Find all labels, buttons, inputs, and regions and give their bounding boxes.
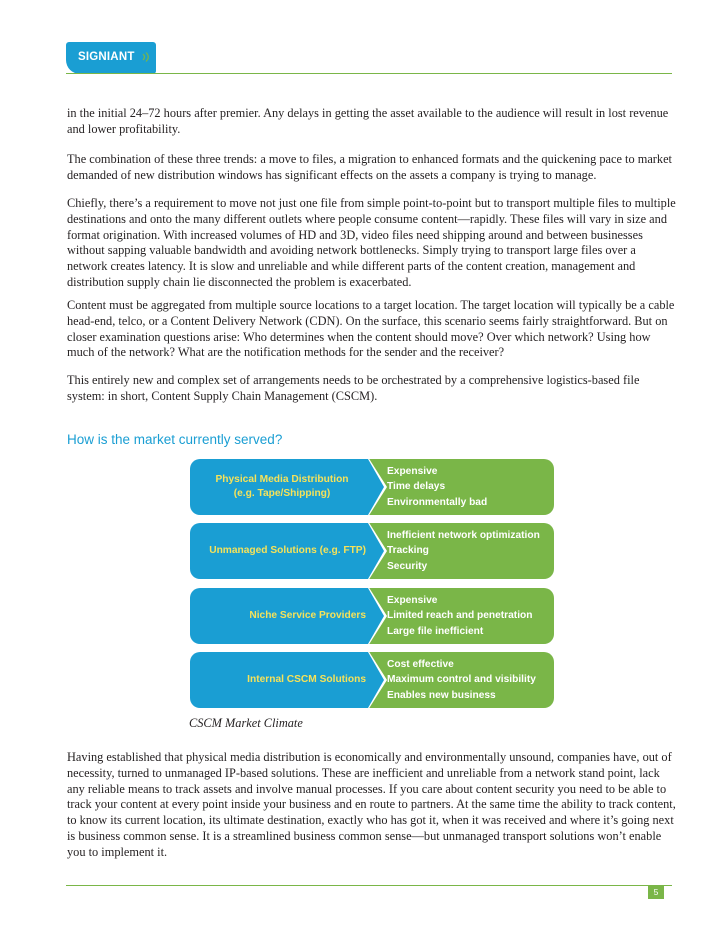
closing-paragraph: Having established that physical media distribution is economically and environmentally unsound, companies have, out of necessity, turned to unmanaged IP-based solutions. These are inefficient and unreliable from a network stand point, lack any reliable means to track assets and involve manual processes. If you care about content security you need to be able to track your content at every point inside your business and en route to partners. At the same time the ability to track content, to know its current location, its ultimate destination, exactly who has got it, when it was received and where it’s going next is business common sense. It is a streamlined business common sense—but unmanaged transport solutions won’t enable you to implement it. [67,750,676,859]
diagram-row-niche [190,588,554,644]
row-point: Inefficient network optimization [387,529,540,541]
diagram-row-physical-media [190,459,554,515]
diagram-row-unmanaged [190,523,554,579]
page-number: 5 [648,886,664,899]
row-points [387,459,552,515]
row-point: Cost effective [387,658,454,670]
signal-waves-icon [142,51,152,63]
row-point: Expensive [387,594,438,606]
arrow-icon [368,588,384,644]
row-point: Large file inefficient [387,625,484,637]
paragraph-3: Chiefly, there’s a requirement to move not just one file from simple point-to-point but to transport multiple files to multiple destinations and onto the many different outlets where people consume content—rapidly. These files will vary in size and format origination. With increased volumes of HD and 3D, video files need shipping around and between businesses without sapping valuable bandwidth and avoiding network bottlenecks. Simply trying to transport large files over a network creates latency. It is slow and unreliable and while different parts of the content creation, management and distribution supply chain lie disconnected the problem is exacerbated. [67,196,676,289]
row-points [387,588,552,644]
row-point: Tracking [387,545,429,557]
row-label-line: Unmanaged Solutions (e.g. FTP) [209,545,366,556]
row-point: Security [387,560,428,572]
header-divider [66,73,672,74]
row-point: Enables new business [387,689,496,701]
row-point: Expensive [387,465,438,477]
row-label [190,523,366,579]
paragraph-2: The combination of these three trends: a move to files, a migration to enhanced formats and the quickening pace to market demanded of new distribution windows has significant effects on the assets a company is trying to manage. [67,152,672,182]
logo-wordmark: SIGNIANT [78,51,135,63]
row-point: Maximum control and visibility [387,674,536,686]
arrow-icon [368,523,384,579]
paragraph-4: Content must be aggregated from multiple source locations to a target location. The target location will typically be a cable head-end, telco, or a Content Delivery Network (CDN). On the surface, this scenario seems fairly straightforward. But on closer examination questions arise: Who determines when the content should move? Over which network? Using how much of the network? What are the notification methods for the sender and the receiver? [67,298,675,360]
diagram-row-internal-cscm [190,652,554,708]
footer-divider [66,885,672,886]
market-climate-diagram [190,459,554,709]
row-label [190,652,366,708]
row-point: Limited reach and penetration [387,610,533,622]
row-label-line: Internal CSCM Solutions [247,674,366,685]
paragraph-1: in the initial 24–72 hours after premier. Any delays in getting the asset available to the audience will result in lost revenue and lower profitability. [67,106,669,136]
row-label [190,459,374,515]
paragraph-5: This entirely new and complex set of arrangements needs to be orchestrated by a comprehensive logistics-based file system: in short, Content Supply Chain Management (CSCM). [67,373,640,403]
row-points [387,523,552,579]
section-heading: How is the market currently served? [67,432,283,447]
arrow-icon [368,652,384,708]
row-label-line: Physical Media Distribution [215,474,349,485]
row-point: Time delays [387,481,446,493]
row-points [387,652,552,708]
row-label-line: Niche Service Providers [249,610,366,621]
row-point: Environmentally bad [387,496,488,508]
row-label-line: (e.g. Tape/Shipping) [233,488,331,499]
signiant-logo [66,42,156,74]
row-label [190,588,366,644]
diagram-caption: CSCM Market Climate [189,716,303,730]
